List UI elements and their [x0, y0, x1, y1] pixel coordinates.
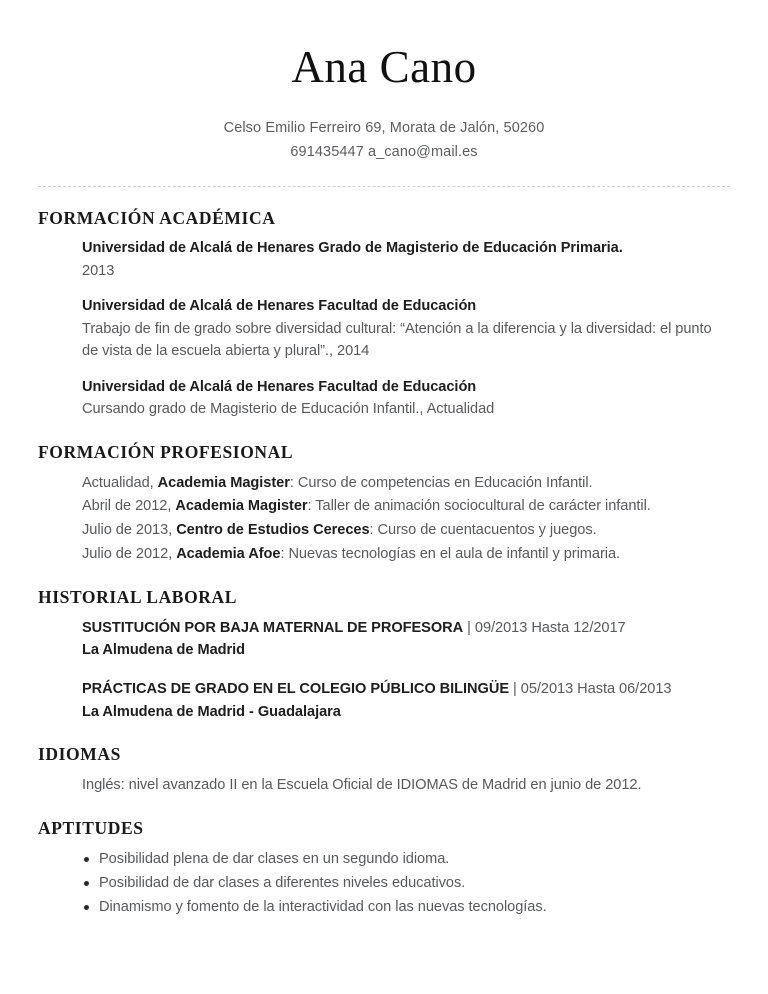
job-role: SUSTITUCIÓN POR BAJA MATERNAL DE PROFESORA — [82, 620, 464, 637]
training-provider: Academia Afoe — [176, 545, 281, 562]
job-entry — [82, 678, 730, 722]
job-headline — [82, 617, 730, 639]
training-date: Abril de 2012, — [82, 498, 176, 515]
list-item: Dinamismo y fomento de la interactividad con las nuevas tecnologías. — [84, 896, 730, 920]
resume-content — [0, 208, 768, 920]
section-body-formacion-academica — [38, 238, 730, 420]
training-date: Actualidad, — [82, 474, 158, 491]
section-body-idiomas — [38, 774, 730, 797]
training-date: Julio de 2012, — [82, 545, 177, 562]
section-aptitudes — [38, 818, 730, 920]
header-divider — [38, 186, 730, 187]
training-description: : Nuevas tecnologías en el aula de infantil y primaria. — [280, 545, 621, 562]
job-employer: La Almudena de Madrid - Guadalajara — [82, 703, 341, 720]
training-provider: Centro de Estudios Cereces — [176, 521, 370, 538]
training-description: : Curso de competencias en Educación Infantil. — [289, 474, 593, 491]
section-heading-formacion-academica: FORMACIÓN ACADÉMICA — [38, 208, 276, 229]
job-dates: | 09/2013 Hasta 12/2017 — [463, 620, 626, 637]
job-role: PRÁCTICAS DE GRADO EN EL COLEGIO PÚBLICO BILINGÜE — [82, 681, 510, 698]
section-body-historial-laboral — [38, 617, 730, 723]
training-description: : Taller de animación sociocultural de carácter infantil. — [307, 498, 651, 515]
training-provider: Academia Magister — [175, 498, 308, 515]
education-detail: 2013 — [82, 263, 115, 280]
list-item: Posibilidad plena de dar clases en un segundo idioma. — [84, 848, 730, 872]
language-line: Inglés: nivel avanzado II en la Escuela Oficial de IDIOMAS de Madrid en junio de 2012. — [82, 776, 642, 793]
education-entry — [82, 377, 730, 421]
job-entry — [82, 617, 730, 661]
section-heading-formacion-profesional: FORMACIÓN PROFESIONAL — [38, 441, 294, 462]
resume-header — [0, 0, 768, 164]
education-institution: Universidad de Alcalá de Henares Facultad de Educación — [82, 298, 477, 315]
training-provider: Academia Magister — [157, 474, 290, 491]
section-body-formacion-profesional — [38, 472, 730, 567]
training-line — [82, 543, 730, 567]
candidate-name: Ana Cano — [291, 42, 477, 92]
section-historial-laboral — [38, 587, 730, 723]
education-institution: Universidad de Alcalá de Henares Grado de Magisterio de Educación Primaria. — [82, 240, 623, 257]
section-heading-idiomas: IDIOMAS — [38, 743, 121, 764]
training-description: : Curso de cuentacuentos y juegos. — [369, 521, 597, 538]
job-employer: La Almudena de Madrid — [82, 642, 246, 659]
header-divider-wrap — [0, 186, 768, 187]
section-heading-historial-laboral: HISTORIAL LABORAL — [38, 587, 238, 608]
education-institution: Universidad de Alcalá de Henares Facultad de Educación — [82, 378, 477, 395]
training-line — [82, 472, 730, 496]
education-detail: Cursando grado de Magisterio de Educación Infantil., Actualidad — [82, 401, 495, 418]
section-idiomas — [38, 744, 730, 797]
section-body-aptitudes — [38, 848, 730, 920]
education-entry — [82, 238, 730, 282]
contact-phone-email: 691435447 a_cano@mail.es — [290, 143, 478, 160]
education-detail: Trabajo de fin de grado sobre diversidad cultural: “Atención a la diferencia y la diversidad: el punto de vista de la escuela abierta y plural”., 2014 — [82, 321, 712, 360]
list-item: Posibilidad de dar clases a diferentes niveles educativos. — [84, 872, 730, 896]
contact-block — [0, 117, 768, 164]
skills-list — [82, 848, 730, 920]
contact-address: Celso Emilio Ferreiro 69, Morata de Jalón, 50260 — [223, 120, 545, 137]
section-heading-aptitudes: APTITUDES — [38, 818, 144, 839]
job-dates: | 05/2013 Hasta 06/2013 — [509, 681, 672, 698]
training-line — [82, 519, 730, 543]
education-entry — [82, 296, 730, 362]
section-formacion-profesional — [38, 442, 730, 567]
section-formacion-academica — [38, 208, 730, 420]
training-line — [82, 495, 730, 519]
job-headline — [82, 678, 730, 700]
training-date: Julio de 2013, — [82, 521, 177, 538]
